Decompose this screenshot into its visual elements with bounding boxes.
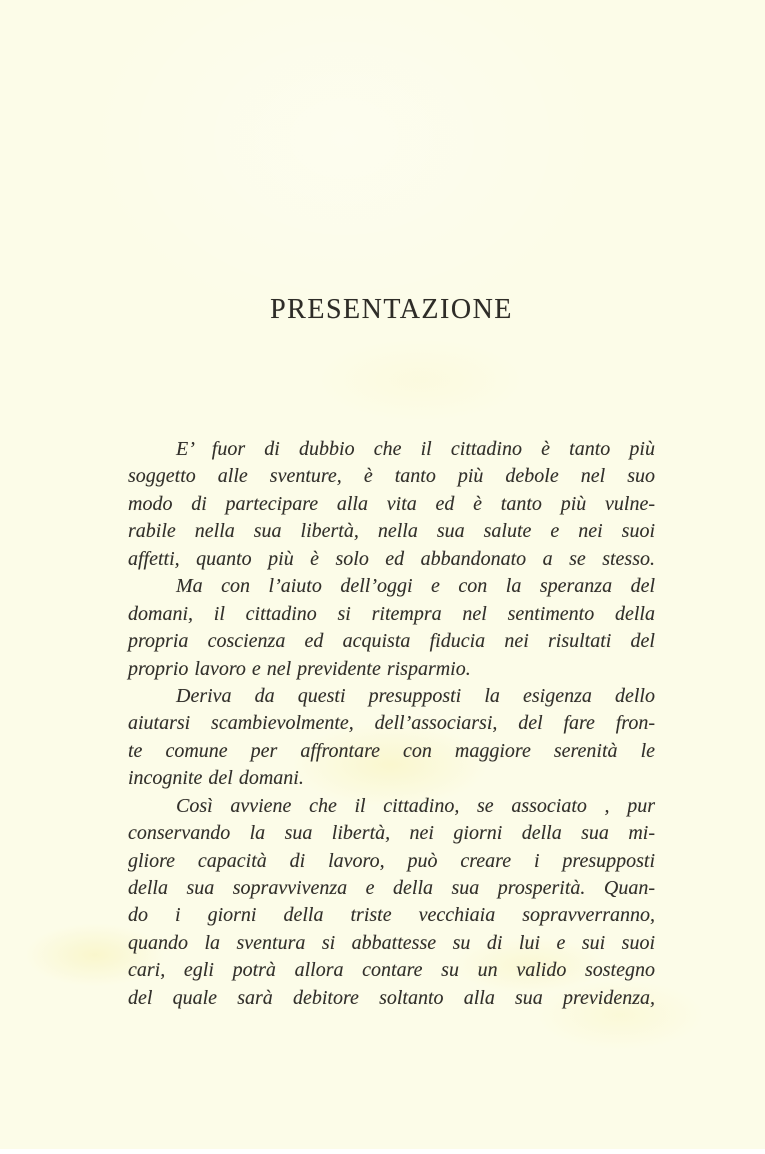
text-line: del quale sarà debitore soltanto alla sua previdenza, bbox=[128, 986, 655, 1009]
text-line: conservando la sua libertà, nei giorni della sua mi- bbox=[128, 822, 655, 845]
text-line: rabile nella sua libertà, nella sua salute e nei suoi bbox=[128, 520, 655, 543]
paragraph-4 bbox=[128, 793, 655, 1013]
text-line: Deriva da questi presupposti la esigenza dello bbox=[176, 684, 655, 707]
paragraph-1 bbox=[128, 436, 655, 573]
text-line: propria coscienza ed acquista fiducia nei risultati del bbox=[128, 630, 655, 653]
paragraph-2 bbox=[128, 573, 655, 683]
text-block bbox=[128, 0, 655, 1012]
body-text bbox=[128, 436, 655, 1012]
text-line: quando la sventura si abbattesse su di lui e sui suoi bbox=[128, 931, 655, 954]
text-line: affetti, quanto più è solo ed abbandonato a se stesso. bbox=[128, 547, 655, 570]
text-line: do i giorni della triste vecchiaia sopravverranno, bbox=[128, 904, 655, 927]
text-line: te comune per affrontare con maggiore serenità le bbox=[128, 739, 655, 762]
text-line: soggetto alle sventure, è tanto più debole nel suo bbox=[128, 465, 655, 488]
text-line: E’ fuor di dubbio che il cittadino è tanto più bbox=[176, 438, 655, 460]
page-title: PRESENTAZIONE bbox=[270, 294, 513, 325]
text-line: Ma con l’aiuto dell’oggi e con la speranza del bbox=[176, 575, 655, 598]
paragraph-3 bbox=[128, 683, 655, 793]
text-line: Così avviene che il cittadino, se associato , pur bbox=[176, 794, 655, 817]
text-line: modo di partecipare alla vita ed è tanto più vulne- bbox=[128, 492, 655, 515]
text-line: della sua sopravvivenza e della sua prosperità. Quan- bbox=[128, 877, 655, 899]
text-line: domani, il cittadino si ritempra nel sentimento della bbox=[128, 602, 655, 625]
text-line: incognite del domani. bbox=[128, 767, 304, 790]
text-line: aiutarsi scambievolmente, dell’associarsi, del fare fron- bbox=[128, 712, 655, 735]
text-line: gliore capacità di lavoro, può creare i presupposti bbox=[128, 849, 655, 872]
text-line: proprio lavoro e nel previdente risparmio. bbox=[128, 657, 471, 680]
text-line: cari, egli potrà allora contare su un valido sostegno bbox=[128, 959, 655, 982]
scan-edge bbox=[0, 1149, 765, 1154]
